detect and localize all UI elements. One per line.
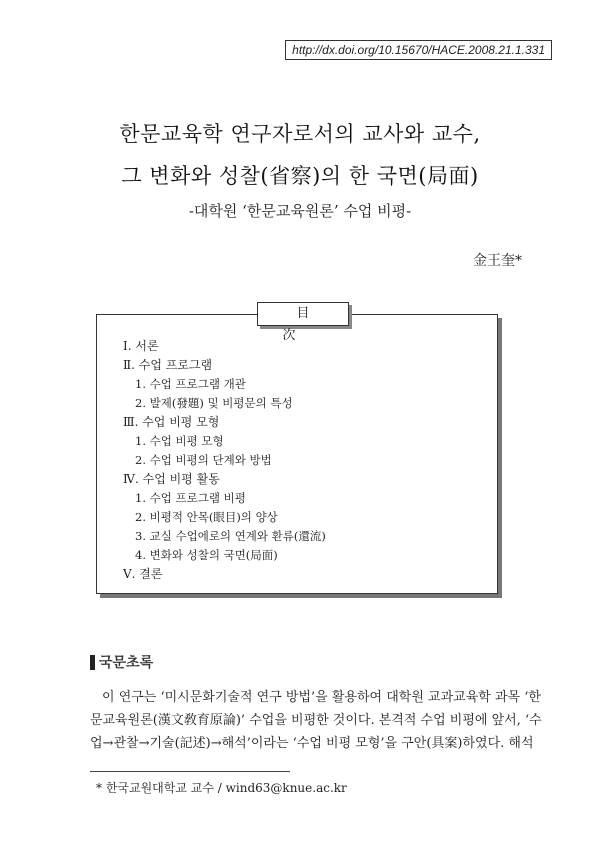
abstract-heading-label: 국문초록 (99, 654, 154, 670)
toc-list (119, 337, 326, 584)
doi-link[interactable]: http://dx.doi.org/10.15670/HACE.2008.21.1.331 (285, 40, 552, 60)
toc-item: 1. 수업 비평 모형 (135, 434, 224, 448)
footnote-divider (90, 771, 290, 772)
abstract-line: 문교육원론(漢文敎育原論)’ 수업을 비평한 것이다. 본격적 수업 비평에 앞서, ‘수 (90, 713, 542, 728)
table-of-contents (96, 306, 498, 594)
toc-item: Ⅱ. 수업 프로그램 (123, 358, 213, 372)
toc-item: 2. 발제(發題) 및 비평문의 특성 (135, 396, 293, 410)
abstract-line: 이 연구는 ‘미시문화기술적 연구 방법’을 활용하여 대학원 교과교육학 과목 ‘한 (102, 690, 541, 705)
toc-item: Ⅰ. 서론 (123, 339, 159, 353)
abstract-body (90, 686, 542, 755)
heading-marker-icon (90, 655, 95, 670)
toc-item: Ⅴ. 결론 (123, 567, 163, 581)
paper-subtitle: -대학원 ‘한문교육원론’ 수업 비평- (188, 202, 412, 220)
toc-item: 2. 비평적 안목(眼目)의 양상 (135, 510, 278, 524)
toc-item: 4. 변화와 성찰의 국면(局面) (135, 548, 278, 562)
paper-title-line-1: 한문교육학 연구자로서의 교사와 교수, (119, 122, 481, 146)
toc-item: Ⅳ. 수업 비평 활동 (123, 472, 220, 486)
author-footnote: * 한국교원대학교 교수 / wind63@knue.ac.kr (96, 781, 347, 795)
toc-item: Ⅲ. 수업 비평 모형 (123, 415, 220, 429)
toc-heading: 目 次 (257, 302, 349, 326)
toc-item: 2. 수업 비평의 단계와 방법 (135, 453, 272, 467)
toc-item: 3. 교실 수업에로의 연계와 환류(還流) (135, 529, 326, 543)
abstract-heading (90, 652, 153, 672)
paper-title-line-2: 그 변화와 성찰(省察)의 한 국면(局面) (121, 164, 479, 188)
author-name: 金王奎* (473, 253, 522, 269)
toc-item: 1. 수업 프로그램 비평 (135, 491, 246, 505)
toc-item: 1. 수업 프로그램 개관 (135, 377, 246, 391)
abstract-line: 업→관찰→기술(記述)→해석’이라는 ‘수업 비평 모형’을 구안(具案)하였다. 해석 (90, 736, 534, 751)
